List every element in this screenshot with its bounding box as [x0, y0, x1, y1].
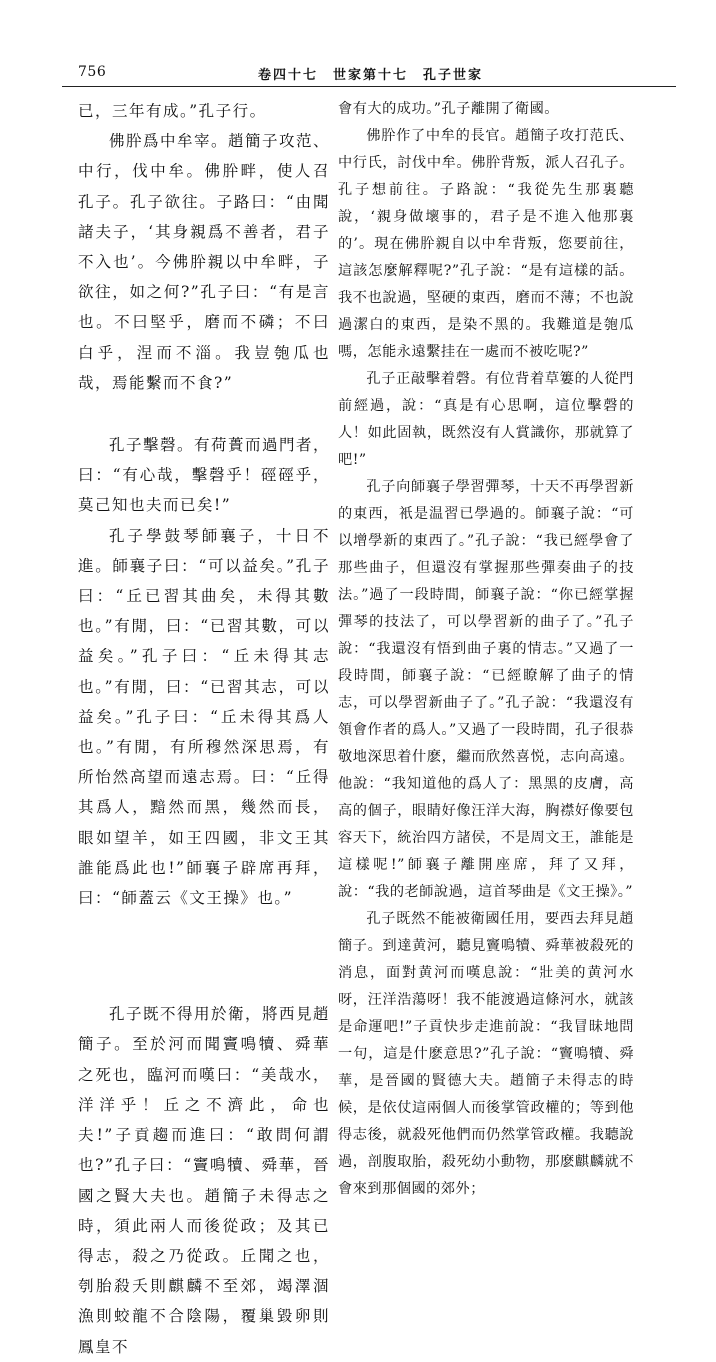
page-number: 756	[78, 64, 107, 80]
translation-paragraph: 孔子既然不能被衛國任用，要西去拜見趙簡子。到達黄河，聽見竇鳴犢、舜華被殺死的消息，面對黄河而嘆息說：“壯美的黄河水呀，汪洋浩蕩呀！我不能渡過這條河水，就該是命運吧!”子貢快步走進前說：“我冒昧地問一句，這是什麽意思?”孔子說：“竇鳴犢、舜華，是晉國的賢德大夫。趙簡子未得志的時候，是依仗這兩個人而後掌管政權的；等到他得志後，就殺死他們而仍然掌管政權。我聽說過，剖腹取胎，殺死幼小動物，那麽麒麟就不會來到那個國的郊外；	[338, 911, 634, 1197]
original-paragraph: 已，三年有成。”孔子行。	[78, 102, 267, 120]
header-rule	[62, 86, 676, 87]
translation-column	[338, 96, 634, 1203]
translation-paragraph: 孔子向師襄子學習彈琴，十天不再學習新的東西，衹是温習已學過的。師襄子說：“可以增學新的東西了。”孔子說：“我已經學會了那些曲子，但還沒有掌握那些彈奏曲子的技法。”過了一段時間，師襄子說：“你已經掌握彈琴的技法了，可以學習新的曲子了。”孔子說：“我還沒有悟到曲子裏的情志。”又過了一段時間，師襄子說：“已經瞭解了曲子的情志，可以學習新曲子了。”孔子說：“我還沒有領會作者的爲人。”又過了一段時間，孔子很恭敬地深思着什麽，繼而欣然喜悦，志向高遠。他說：“我知道他的爲人了：黑黑的皮膚，高高的個子，眼睛好像汪洋大海，胸襟好像要包容天下，統治四方諸侯，不是周文王，誰能是這樣呢!”師襄子離開座席，拜了又拜，說：“我的老師說過，這首琴曲是《文王操》。”	[338, 479, 634, 900]
original-paragraph: 佛肸爲中牟宰。趙簡子攻范、中行，伐中牟。佛肸畔，使人召孔子。孔子欲往。子路曰：“由聞諸夫子，‘其身親爲不善者，君子不入也’。今佛肸親以中牟畔，子欲往，如之何?”孔子曰：“有是言也。不曰堅乎，磨而不磷；不曰白乎，涅而不淄。我豈匏瓜也哉，焉能繫而不食?”	[78, 132, 331, 392]
original-paragraph: 孔子既不得用於衛，將西見趙簡子。至於河而聞竇鳴犢、舜華之死也，臨河而嘆曰：“美哉水，洋洋乎！丘之不濟此，命也夫!”子貢趨而進曰：“敢問何謂也?”孔子曰：“竇鳴犢、舜華，晉國之賢大夫也。趙簡子未得志之時，須此兩人而後從政；及其已得志，殺之乃從政。丘聞之也，刳胎殺夭則麒麟不至郊，竭澤涸漁則蛟龍不合陰陽，覆巢毀卵則鳳皇不	[78, 1005, 331, 1356]
original-text-column	[78, 96, 330, 1362]
running-title: 卷四十七 世家第十七 孔子世家	[258, 68, 484, 83]
translation-paragraph: 佛肸作了中牟的長官。趙簡子攻打范氏、中行氏，討伐中牟。佛肸背叛，派人召孔子。孔子想前往。子路說：“我從先生那裏聽說，‘親身做壞事的，君子是不進入他那裏的’。現在佛肸親自以中牟背叛，您要前往，這該怎麼解釋呢?”孔子說：“是有這樣的話。我不也說過，堅硬的東西，磨而不薄；不也說過潔白的東西，是染不黑的。我難道是匏瓜嗎，怎能永遠繫挂在一處而不被吃呢?”	[338, 128, 634, 360]
original-paragraph: 孔子學鼓琴師襄子，十日不進。師襄子曰：“可以益矣。”孔子曰：“丘已習其曲矣，未得其數也。”有閒，曰：“已習其數，可以益矣。”孔子曰：“丘未得其志也。”有閒，曰：“已習其志，可以益矣。”孔子曰：“丘未得其爲人也。”有閒，有所穆然深思焉，有所怡然高望而遠志焉。曰：“丘得其爲人，黯然而黑，幾然而長，眼如望羊，如王四國，非文王其誰能爲此也!”師襄子辟席再拜，曰：“師蓋云《文王操》也。”	[78, 526, 330, 908]
translation-paragraph: 孔子正敲擊着磬。有位背着草簍的人從門前經過，說：“真是有心思啊，這位擊磬的人！如此固執，既然沒有人賞識你，那就算了吧!”	[338, 371, 634, 468]
translation-paragraph: 會有大的成功。”孔子離開了衛國。	[338, 101, 559, 117]
original-paragraph: 孔子擊磬。有荷蕢而過門者，曰：“有心哉，擊磬乎！硜硜乎，莫己知也夫而已矣!”	[78, 436, 331, 515]
page-header	[62, 52, 676, 83]
